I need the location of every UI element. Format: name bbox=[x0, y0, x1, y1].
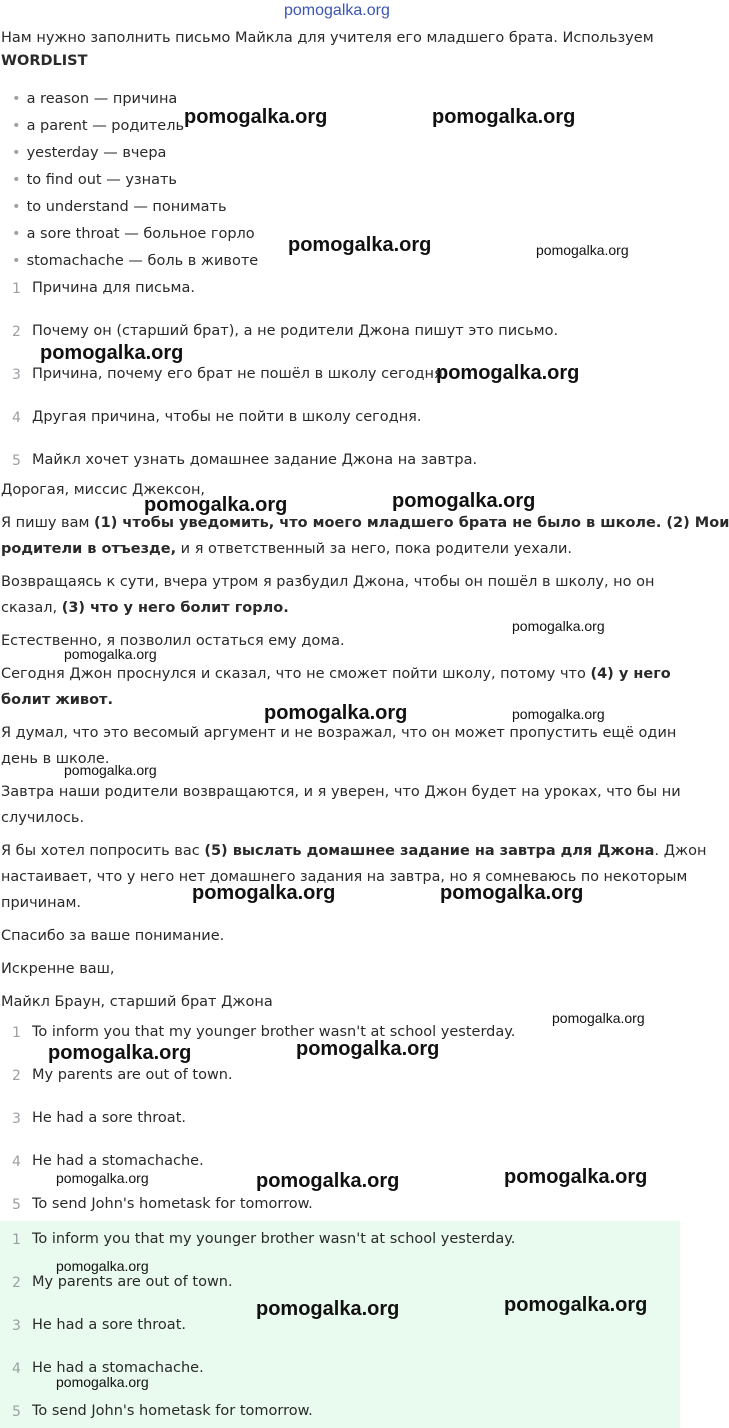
letter-paragraph: сказал, (3) что у него болит горло. bbox=[1, 600, 289, 616]
watermark: pomogalka.org bbox=[192, 882, 336, 904]
letter-paragraph: день в школе. bbox=[1, 751, 110, 767]
letter-paragraph: случилось. bbox=[1, 810, 85, 826]
answer-number: 2 bbox=[12, 1068, 21, 1084]
answer-item: He had a stomachache. bbox=[32, 1360, 204, 1376]
watermark: pomogalka.org bbox=[56, 1170, 149, 1186]
wordlist-item: • stomachache — боль в животе bbox=[12, 253, 259, 269]
answer-item: He had a sore throat. bbox=[32, 1317, 186, 1333]
letter-paragraph: Естественно, я позволил остаться ему дома. bbox=[1, 633, 345, 649]
watermark: pomogalka.org bbox=[264, 702, 408, 724]
answer-item: He had a sore throat. bbox=[32, 1110, 186, 1126]
answer-number: 1 bbox=[12, 1025, 21, 1041]
wordlist-item: • a sore throat — больное горло bbox=[12, 226, 255, 242]
plan-number: 4 bbox=[12, 410, 21, 426]
watermark: pomogalka.org bbox=[432, 106, 576, 128]
answer-number: 4 bbox=[12, 1154, 21, 1170]
watermark: pomogalka.org bbox=[48, 1042, 192, 1064]
plan-item: Майкл хочет узнать домашнее задание Джона на завтра. bbox=[32, 452, 478, 468]
letter-paragraph: Возвращаясь к сути, вчера утром я разбудил Джона, чтобы он пошёл в школу, но он bbox=[1, 574, 655, 590]
letter-paragraph: болит живот. bbox=[1, 692, 113, 708]
letter-paragraph: Я думал, что это весомый аргумент и не возражал, что он может пропустить ещё один bbox=[1, 725, 677, 741]
watermark: pomogalka.org bbox=[296, 1038, 440, 1060]
watermark: pomogalka.org bbox=[552, 1010, 645, 1026]
answer-item: My parents are out of town. bbox=[32, 1067, 233, 1083]
plan-item: Причина, почему его брат не пошёл в школу сегодня. bbox=[32, 366, 448, 382]
watermark: pomogalka.org bbox=[504, 1166, 648, 1188]
wordlist-item: • yesterday — вчера bbox=[12, 145, 167, 161]
watermark: pomogalka.org bbox=[184, 106, 328, 128]
answer-item: He had a stomachache. bbox=[32, 1153, 204, 1169]
bullet-icon: • bbox=[12, 91, 21, 107]
plan-number: 2 bbox=[12, 324, 21, 340]
answer-number: 5 bbox=[12, 1197, 21, 1213]
wordlist-item: • a reason — причина bbox=[12, 91, 178, 107]
watermark: pomogalka.org bbox=[144, 494, 288, 516]
plan-number: 1 bbox=[12, 281, 21, 297]
watermark: pomogalka.org bbox=[40, 342, 184, 364]
letter-paragraph: Я пишу вам (1) чтобы уведомить, что моего младшего брата не было в школе. (2) Мои bbox=[1, 515, 729, 531]
answer-item: To send John's hometask for tomorrow. bbox=[32, 1403, 313, 1419]
wordlist-item: • to understand — понимать bbox=[12, 199, 227, 215]
answer-number: 3 bbox=[12, 1111, 21, 1127]
watermark: pomogalka.org bbox=[504, 1294, 648, 1316]
letter-greeting: Дорогая, миссис Джексон, bbox=[1, 482, 206, 498]
watermark: pomogalka.org bbox=[256, 1298, 400, 1320]
letter-paragraph: настаивает, что у него нет домашнего задания на завтра, но я сомневаюсь по некоторым bbox=[1, 869, 688, 885]
letter-paragraph: причинам. bbox=[1, 895, 82, 911]
watermark: pomogalka.org bbox=[512, 706, 605, 722]
plan-number: 3 bbox=[12, 367, 21, 383]
answer-number: 2 bbox=[12, 1275, 21, 1291]
answer-item: My parents are out of town. bbox=[32, 1274, 233, 1290]
watermark: pomogalka.org bbox=[392, 490, 536, 512]
answer-number: 3 bbox=[12, 1318, 21, 1334]
answer-number: 5 bbox=[12, 1404, 21, 1420]
answer-item: To inform you that my younger brother wasn't at school yesterday. bbox=[32, 1231, 516, 1247]
bullet-icon: • bbox=[12, 172, 21, 188]
watermark: pomogalka.org bbox=[64, 646, 157, 662]
plan-number: 5 bbox=[12, 453, 21, 469]
letter-paragraph: Сегодня Джон проснулся и сказал, что не сможет пойти школу, потому что (4) у него bbox=[1, 666, 671, 682]
bullet-icon: • bbox=[12, 145, 21, 161]
letter-paragraph: Я бы хотел попросить вас (5) выслать домашнее задание на завтра для Джона. Джон bbox=[1, 843, 707, 859]
watermark: pomogalka.org bbox=[288, 234, 432, 256]
header-watermark: pomogalka.org bbox=[284, 2, 390, 19]
letter-paragraph: Завтра наши родители возвращаются, и я уверен, что Джон будет на уроках, что бы ни bbox=[1, 784, 681, 800]
letter-paragraph: Спасибо за ваше понимание. bbox=[1, 928, 225, 944]
bullet-icon: • bbox=[12, 253, 21, 269]
bullet-icon: • bbox=[12, 199, 21, 215]
watermark: pomogalka.org bbox=[256, 1170, 400, 1192]
bullet-icon: • bbox=[12, 226, 21, 242]
bullet-icon: • bbox=[12, 118, 21, 134]
watermark: pomogalka.org bbox=[56, 1258, 149, 1274]
wordlist-item: • a parent — родитель bbox=[12, 118, 185, 134]
answer-number: 1 bbox=[12, 1232, 21, 1248]
watermark: pomogalka.org bbox=[64, 762, 157, 778]
letter-signature: Майкл Браун, старший брат Джона bbox=[1, 994, 273, 1010]
watermark: pomogalka.org bbox=[436, 362, 580, 384]
letter-paragraph: Искренне ваш, bbox=[1, 961, 115, 977]
watermark: pomogalka.org bbox=[512, 618, 605, 634]
intro-line: Нам нужно заполнить письмо Майкла для учителя его младшего брата. Используем bbox=[1, 30, 654, 46]
answer-number: 4 bbox=[12, 1361, 21, 1377]
plan-item: Почему он (старший брат), а не родители Джона пишут это письмо. bbox=[32, 323, 559, 339]
wordlist-item: • to find out — узнать bbox=[12, 172, 177, 188]
plan-item: Причина для письма. bbox=[32, 280, 195, 296]
plan-item: Другая причина, чтобы не пойти в школу сегодня. bbox=[32, 409, 422, 425]
answer-item: To inform you that my younger brother wasn't at school yesterday. bbox=[32, 1024, 516, 1040]
letter-paragraph: родители в отъезде, и я ответственный за него, пока родители уехали. bbox=[1, 541, 572, 557]
wordlist-label: WORDLIST bbox=[1, 53, 88, 69]
watermark: pomogalka.org bbox=[536, 242, 629, 258]
watermark: pomogalka.org bbox=[56, 1374, 149, 1390]
watermark: pomogalka.org bbox=[440, 882, 584, 904]
answer-item: To send John's hometask for tomorrow. bbox=[32, 1196, 313, 1212]
